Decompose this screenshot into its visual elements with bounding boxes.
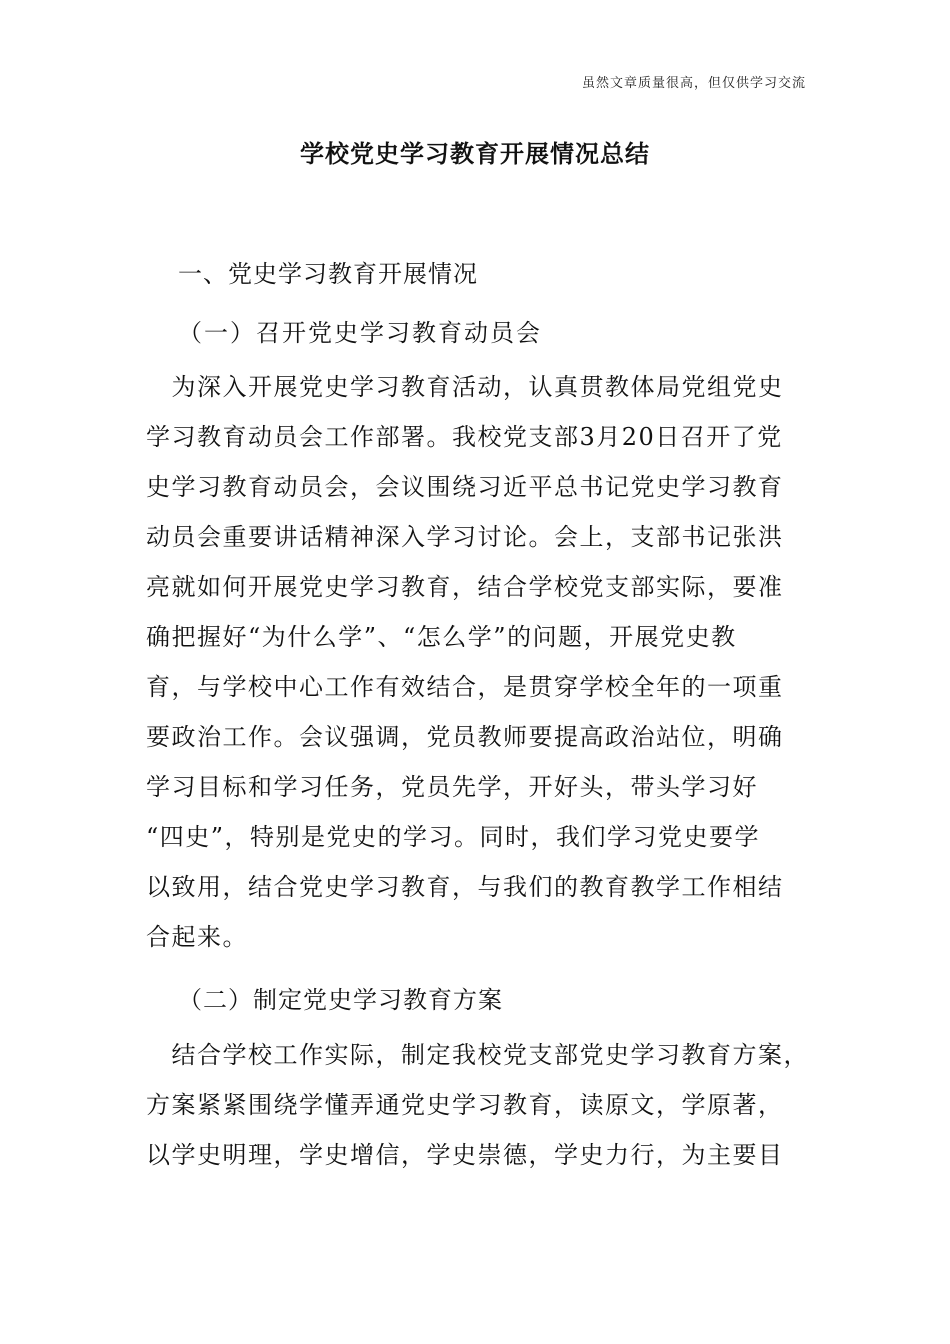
paragraph-line: 亮就如何开展党史学习教育，结合学校党支部实际，要准 — [146, 573, 784, 601]
paragraph-2 — [146, 1030, 846, 1180]
subsection-heading-2: （二）制定党史学习教育方案 — [178, 986, 503, 1014]
paragraph-line: 为深入开展党史学习教育活动，认真贯教体局党组党史 — [146, 373, 784, 401]
paragraph-line: “四史”，特别是党史的学习。同时，我们学习党史要学 — [146, 823, 761, 851]
paragraph-line: 以致用，结合党史学习教育，与我们的教育教学工作相结 — [146, 873, 784, 901]
paragraph-line: 合起来。 — [146, 923, 248, 951]
paragraph-line: 学习教育动员会工作部署。我校党支部3月20日召开了党 — [146, 423, 783, 451]
paragraph-line: 育，与学校中心工作有效结合，是贯穿学校全年的一项重 — [146, 673, 784, 701]
paragraph-line: 以学史明理，学史增信，学史崇德，学史力行，为主要目 — [146, 1141, 784, 1169]
paragraph-line: 要政治工作。会议强调，党员教师要提高政治站位，明确 — [146, 723, 784, 751]
section-heading-1: 一、党史学习教育开展情况 — [178, 260, 478, 288]
paragraph-line: 史学习教育动员会，会议围绕习近平总书记党史学习教育 — [146, 473, 784, 501]
paragraph-line: 学习目标和学习任务，党员先学，开好头，带头学习好 — [146, 773, 758, 801]
document-title: 学校党史学习教育开展情况总结 — [300, 140, 650, 168]
subsection-heading-1: （一）召开党史学习教育动员会 — [178, 319, 542, 347]
paragraph-line: 动员会重要讲话精神深入学习讨论。会上，支部书记张洪 — [146, 523, 784, 551]
paragraph-line: 结合学校工作实际，制定我校党支部党史学习教育方案， — [146, 1041, 809, 1069]
paragraph-line: 确把握好“为什么学”、“怎么学”的问题，开展党史教 — [146, 623, 737, 651]
header-note: 虽然文章质量很高，但仅供学习交流 — [581, 76, 806, 91]
paragraph-line: 方案紧紧围绕学懂弄通党史学习教育，读原文，学原著， — [146, 1091, 784, 1119]
paragraph-1 — [146, 362, 846, 962]
